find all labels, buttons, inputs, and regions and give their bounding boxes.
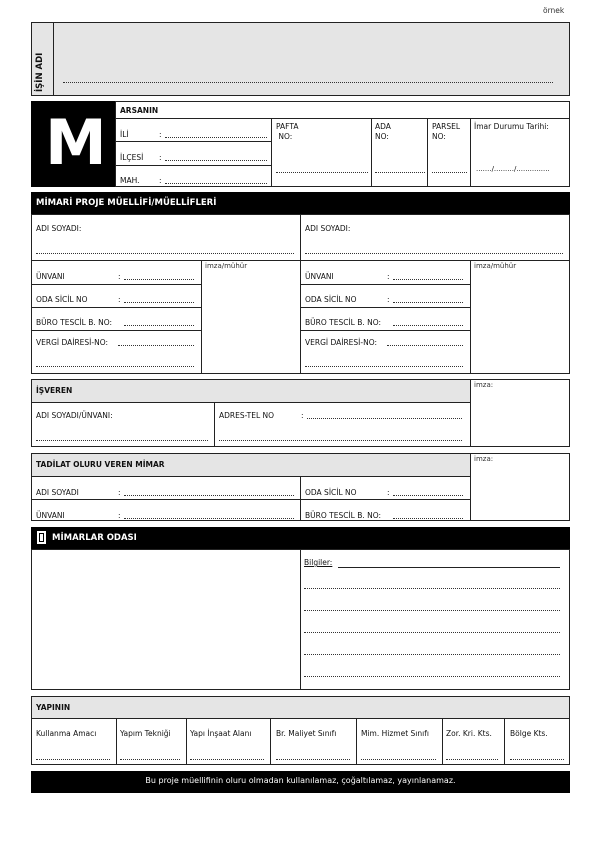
parsel-label: PARSEL NO:: [432, 122, 461, 141]
job-name-box: [31, 22, 570, 96]
chamber-info-line-3[interactable]: [304, 632, 560, 633]
pafta-field[interactable]: [276, 172, 368, 173]
col-area-label: Yapı İnşaat Alanı: [190, 729, 252, 738]
building-header: YAPININ: [36, 703, 71, 712]
modification-title-label: ÜNVANI: [36, 511, 65, 520]
employer-address-field[interactable]: [307, 418, 462, 419]
m-letter: M: [45, 106, 107, 179]
chamber-info-label: Bilgiler:: [304, 558, 333, 567]
architect1-office-label: BÜRO TESCİL B. NO:: [36, 318, 113, 327]
architect1-chamber-label: ODA SİCİL NO: [36, 295, 88, 304]
col-cost-class-field[interactable]: [276, 759, 350, 760]
col-usage-label: Kullanma Amacı: [36, 729, 97, 738]
modification-title-field[interactable]: [124, 518, 294, 519]
modification-chamber-label: ODA SİCİL NO: [305, 488, 357, 497]
il-label: İLİ: [120, 130, 129, 139]
employer-signature-label: imza:: [474, 381, 494, 389]
ada-label: ADA NO:: [375, 122, 391, 141]
architect2-tax-label: VERGİ DAİRESİ-NO:: [305, 338, 378, 347]
architect2-chamber-field[interactable]: [393, 302, 463, 303]
col-usage-field[interactable]: [36, 759, 110, 760]
architect1-tax-label: VERGİ DAİRESİ-NO:: [36, 338, 109, 347]
modification-office-field[interactable]: [393, 518, 463, 519]
chamber-logo-icon: [37, 531, 46, 544]
imar-date-label: İmar Durumu Tarihi:: [474, 122, 549, 131]
architect2-chamber-label: ODA SİCİL NO: [305, 295, 357, 304]
col-region-label: Bölge Kts.: [510, 729, 548, 738]
mah-label: MAH.: [120, 176, 140, 185]
il-field[interactable]: [165, 137, 267, 138]
modification-office-label: BÜRO TESCİL B. NO:: [305, 511, 382, 520]
col-mandatory-label: Zor. Kri. Kts.: [446, 729, 492, 738]
parsel-field[interactable]: [432, 172, 467, 173]
architect2-tax-field[interactable]: [387, 345, 463, 346]
chamber-info-line-4[interactable]: [304, 654, 560, 655]
modification-header: TADİLAT OLURU VEREN MİMAR: [36, 460, 165, 469]
employer-name-label: ADI SOYADI/ÜNVANI:: [36, 411, 113, 420]
architect1-title-field[interactable]: [124, 279, 194, 280]
architect1-chamber-field[interactable]: [124, 302, 194, 303]
employer-address-label: ADRES-TEL NO: [219, 411, 275, 420]
architect1-title-label: ÜNVANI: [36, 272, 65, 281]
architect2-name-field[interactable]: [305, 253, 563, 254]
job-name-field[interactable]: [63, 82, 553, 83]
architect1-tax-field-2[interactable]: [36, 366, 194, 367]
pafta-label: PAFTA NO:: [276, 122, 299, 141]
ada-field[interactable]: [375, 172, 425, 173]
imar-date-field[interactable]: ......./........./...............: [476, 165, 550, 173]
architects-header: MİMARİ PROJE MÜELLİFİ/MÜELLİFLERİ: [36, 198, 217, 208]
modification-chamber-field[interactable]: [393, 495, 463, 496]
modification-name-label: ADI SOYADI: [36, 488, 79, 497]
job-name-label: İŞİN ADI: [35, 52, 45, 92]
employer-address-field-2[interactable]: [219, 440, 462, 441]
architect2-name-label: ADI SOYADI:: [305, 224, 351, 233]
architect2-office-field[interactable]: [393, 325, 463, 326]
architect1-name-label: ADI SOYADI:: [36, 224, 82, 233]
architect1-name-field[interactable]: [36, 253, 294, 254]
employer-name-field[interactable]: [36, 440, 208, 441]
chamber-header: MİMARLAR ODASI: [52, 533, 137, 543]
col-technique-label: Yapım Tekniği: [120, 729, 171, 738]
col-area-field[interactable]: [190, 759, 264, 760]
mah-field[interactable]: [165, 183, 267, 184]
modification-name-field[interactable]: [124, 495, 294, 496]
architect2-title-field[interactable]: [393, 279, 463, 280]
chamber-info-line-2[interactable]: [304, 610, 560, 611]
chamber-info-line-5[interactable]: [304, 676, 560, 677]
architect1-tax-field[interactable]: [118, 345, 194, 346]
architect2-tax-field-2[interactable]: [305, 366, 463, 367]
ilce-field[interactable]: [165, 160, 267, 161]
employer-header: İŞVEREN: [36, 386, 73, 395]
owner-header: ARSANIN: [120, 106, 159, 115]
architect2-office-label: BÜRO TESCİL B. NO:: [305, 318, 382, 327]
ilce-label: İLÇESİ: [120, 153, 144, 162]
architect1-office-field[interactable]: [124, 325, 194, 326]
col-cost-class-label: Br. Maliyet Sınıfı: [276, 729, 337, 738]
modification-signature-label: imza:: [474, 455, 494, 463]
parcel-box: [115, 101, 570, 187]
col-technique-field[interactable]: [120, 759, 180, 760]
col-service-class-label: Mim. Hizmet Sınıfı: [361, 729, 429, 738]
col-service-class-field[interactable]: [361, 759, 436, 760]
architect2-title-label: ÜNVANI: [305, 272, 334, 281]
architect1-signature-label: imza/mühür: [205, 262, 248, 270]
col-region-field[interactable]: [510, 759, 564, 760]
chamber-info-line-1[interactable]: [304, 588, 560, 589]
sample-label: örnek: [543, 6, 565, 15]
col-mandatory-field[interactable]: [446, 759, 498, 760]
footer-notice: Bu proje müellifinin oluru olmadan kullanılamaz, çoğaltılamaz, yayınlanamaz.: [145, 776, 456, 785]
architect2-signature-label: imza/mühür: [474, 262, 517, 270]
